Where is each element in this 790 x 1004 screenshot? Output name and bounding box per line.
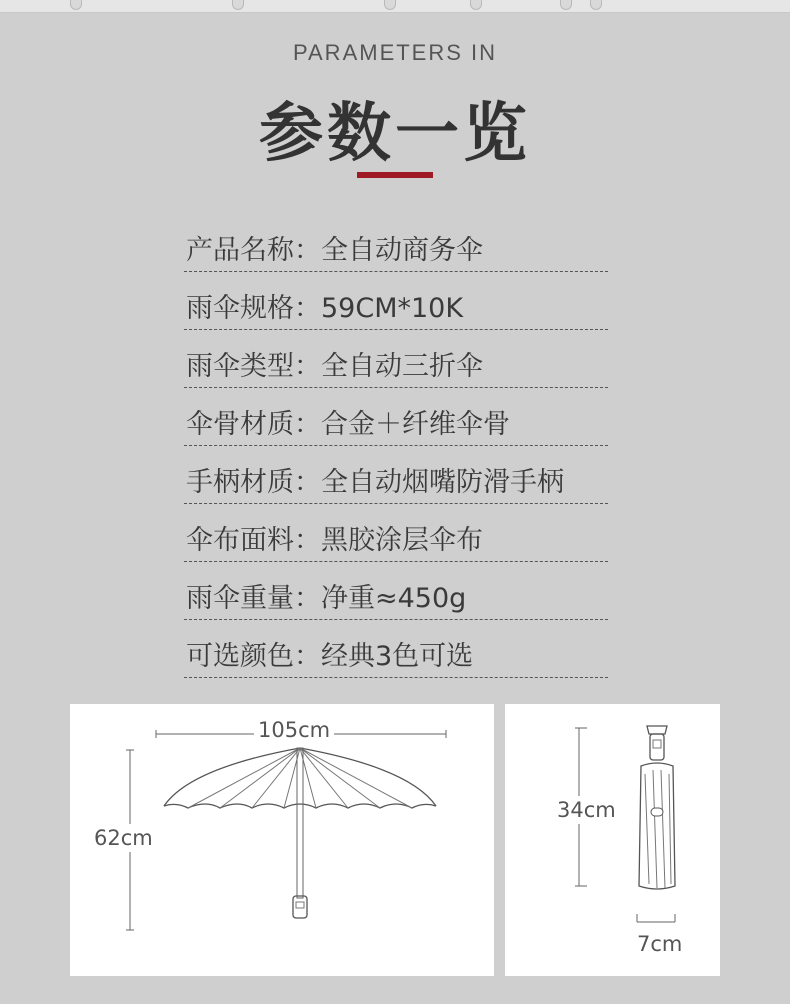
param-label: 雨伞重量 <box>186 583 294 614</box>
param-label: 伞布面料 <box>186 525 294 556</box>
folded-height-label: 34cm <box>557 798 616 822</box>
param-label: 手柄材质 <box>186 467 294 498</box>
param-label: 雨伞规格 <box>186 293 294 324</box>
water-drop-icon <box>560 0 572 10</box>
param-row-product-name <box>184 214 608 272</box>
title-accent-bar <box>357 172 433 178</box>
water-drop-icon <box>232 0 244 10</box>
param-value: 全自动三折伞 <box>321 351 483 382</box>
param-value: 全自动商务伞 <box>321 235 483 266</box>
param-label: 伞骨材质 <box>186 409 294 440</box>
decorative-top-strip <box>0 0 790 13</box>
open-umbrella-panel <box>70 704 494 976</box>
param-row-frame-material <box>184 388 608 446</box>
param-row-handle-material <box>184 446 608 504</box>
param-value: 59CM*10K <box>321 293 464 324</box>
param-row-type <box>184 330 608 388</box>
param-label: 产品名称 <box>186 235 294 266</box>
param-row-spec <box>184 272 608 330</box>
param-separator: ： <box>294 525 321 556</box>
param-separator: ： <box>294 409 321 440</box>
param-separator: ： <box>294 293 321 324</box>
param-label: 可选颜色 <box>186 641 294 672</box>
water-drop-icon <box>384 0 396 10</box>
umbrella-width-label: 105cm <box>254 718 334 742</box>
folded-umbrella-panel <box>505 704 720 976</box>
param-separator: ： <box>294 641 321 672</box>
param-row-weight <box>184 562 608 620</box>
umbrella-height-label: 62cm <box>94 826 153 850</box>
folded-umbrella-icon <box>505 704 720 976</box>
param-value: 净重≈450g <box>321 583 467 614</box>
parameter-list <box>184 214 608 678</box>
water-drop-icon <box>590 0 602 10</box>
param-value: 合金＋纤维伞骨 <box>321 409 510 440</box>
param-separator: ： <box>294 235 321 266</box>
param-separator: ： <box>294 351 321 382</box>
water-drop-icon <box>470 0 482 10</box>
section-subtitle: PARAMETERS IN <box>292 40 498 65</box>
param-row-colors <box>184 620 608 678</box>
param-label: 雨伞类型 <box>186 351 294 382</box>
param-separator: ： <box>294 467 321 498</box>
water-drop-icon <box>70 0 82 10</box>
param-value: 全自动烟嘴防滑手柄 <box>321 467 564 498</box>
param-row-fabric <box>184 504 608 562</box>
param-value: 黑胶涂层伞布 <box>321 525 483 556</box>
param-separator: ： <box>294 583 321 614</box>
folded-width-label: 7cm <box>637 932 683 956</box>
param-value: 经典3色可选 <box>321 641 474 672</box>
section-title: 参数一览 <box>259 97 531 171</box>
